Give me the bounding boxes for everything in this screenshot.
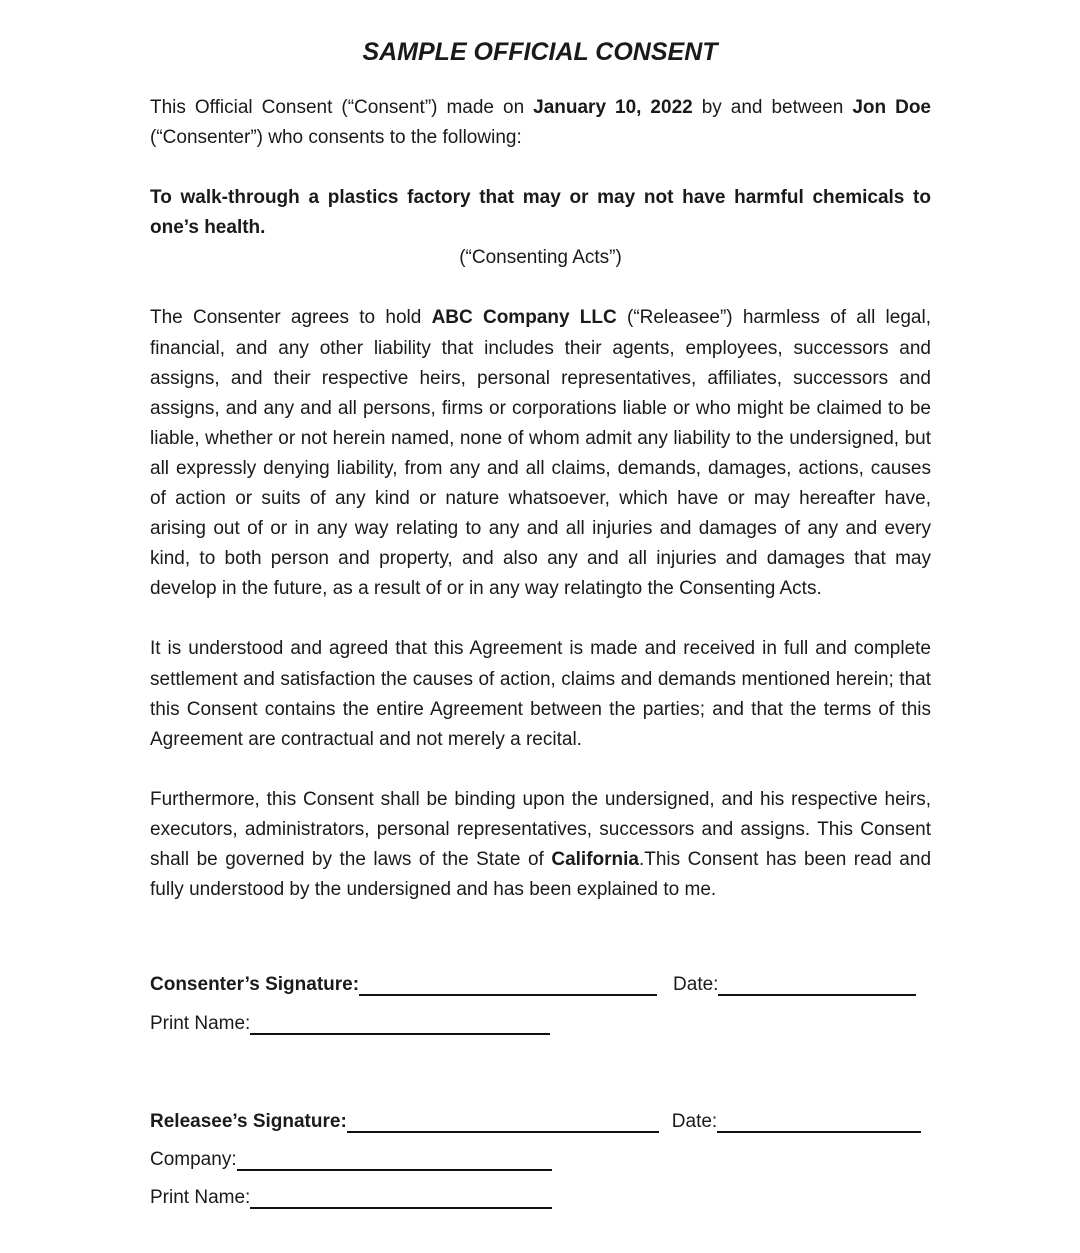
print-name-label: Print Name: xyxy=(150,1013,251,1034)
releasee-date-field[interactable] xyxy=(717,1109,921,1133)
date-label: Date: xyxy=(673,974,719,995)
company-field[interactable] xyxy=(237,1147,552,1171)
release-text: The Consenter agrees to hold xyxy=(150,307,432,329)
releasee-company: ABC Company LLC xyxy=(431,307,617,329)
intro-paragraph xyxy=(150,93,931,153)
binding-text: Furthermore, this Consent shall be binding upon the undersigned, and his respective heirs, executors, administrators, personal representatives, successors and assigns. This Consent shall be governed by the laws of the State of xyxy=(150,788,931,870)
releasee-signature-label: Releasee’s Signature: xyxy=(150,1111,347,1132)
intro-text: This Official Consent (“Consent”) made on xyxy=(150,97,534,118)
intro-text: by and between xyxy=(692,97,853,118)
releasee-print-name-row xyxy=(150,1185,552,1209)
governing-state: California xyxy=(551,848,639,870)
agreement-paragraph: It is understood and agreed that this Agreement is made and received in full and complete settlement and satisfaction the causes of action, claims and demands mentioned herein; that this Consent contains the entire Agreement between the parties; and that the terms of this Agreement are contractual and not merely a recital. xyxy=(150,638,931,750)
consenter-print-name-field[interactable] xyxy=(250,1011,550,1035)
consenting-acts-label: (“Consenting Acts”) xyxy=(459,247,622,269)
consenting-act-text: To walk-through a plastics factory that may or may not have harmful chemicals to one’s health. xyxy=(150,187,931,239)
date-label: Date: xyxy=(671,1111,718,1132)
intro-text: (“Consenter”) who consents to the following: xyxy=(150,127,522,149)
release-text: (“Releasee”) harmless of all legal, financial, and any other liability that includes their agents, employees, successors and assigns, and their respective heirs, personal representatives, affiliates, successors and assigns, and any and all persons, firms or corporations liable or who might be claimed to be liable, whether or not herein named, none of whom admit any liability to the undersigned, but all expressly denying liability, from any and all claims, demands, damages, actions, causes of action or suits of any kind or nature whatsoever, which have or may hereafter have, arising out of or in any way relating to any and all injuries and damages of any and every kind, to both person and property, and also any and all injuries and damages that may develop in the future, as a result of or in any way relatingto the Consenting Acts. xyxy=(150,307,931,600)
consenter-print-name-row xyxy=(150,1011,550,1035)
binding-paragraph xyxy=(150,785,931,905)
document-title: SAMPLE OFFICIAL CONSENT xyxy=(362,38,718,66)
consenter-name: Jon Doe xyxy=(852,97,932,118)
consenting-act xyxy=(150,183,931,243)
releasee-signature-field[interactable] xyxy=(347,1109,659,1133)
consenter-signature-label: Consenter’s Signature: xyxy=(150,974,360,995)
binding-text: .This Consent has been read and fully understood by the undersigned and has been explained to me. xyxy=(150,848,932,901)
consent-date: January 10, 2022 xyxy=(533,97,693,118)
consenter-date-field[interactable] xyxy=(718,972,916,996)
document-body xyxy=(150,93,931,935)
print-name-label: Print Name: xyxy=(150,1187,251,1208)
consenter-signature-field[interactable] xyxy=(359,972,657,996)
releasee-signature-row xyxy=(150,1109,921,1133)
release-paragraph xyxy=(150,303,931,604)
company-row xyxy=(150,1147,552,1171)
consenter-signature-row xyxy=(150,972,916,996)
company-label: Company: xyxy=(150,1149,237,1170)
releasee-print-name-field[interactable] xyxy=(250,1185,552,1209)
